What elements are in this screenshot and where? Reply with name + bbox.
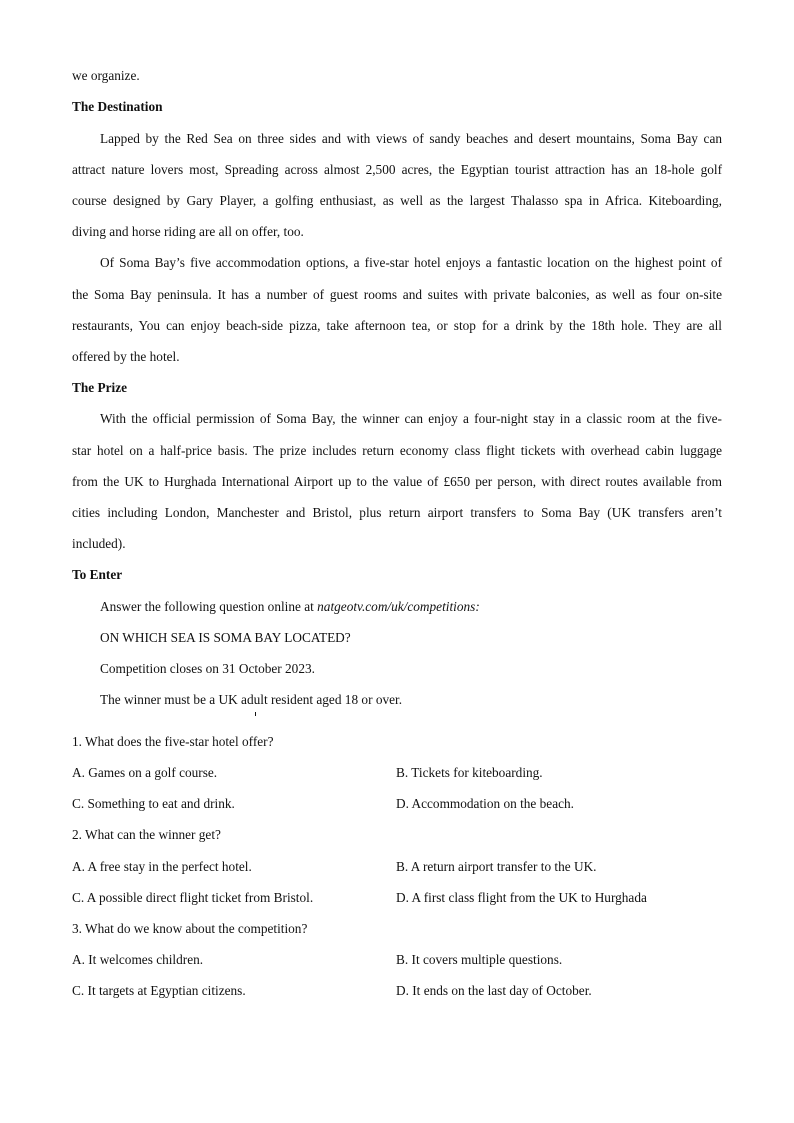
option-a: A. Games on a golf course. (72, 765, 218, 780)
answer-instruction (100, 598, 480, 616)
question-stem: 2. What can the winner get? (72, 827, 221, 842)
option-d: D. A first class flight from the UK to Hurghada (396, 890, 647, 905)
option-d: D. It ends on the last day of October. (396, 983, 592, 998)
prize-line: from the UK to Hurghada International Airport up to the value of £650 per person, with direct routes available from (72, 474, 722, 489)
continuation-text: we organize. (72, 68, 140, 83)
option-a: A. A free stay in the perfect hotel. (72, 859, 252, 874)
destination-p1-line: diving and horse riding are all on offer, too. (72, 224, 304, 239)
destination-p2-line: offered by the hotel. (72, 349, 180, 364)
destination-p2-line: the Soma Bay peninsula. It has a number of guest rooms and suites with private balconies, as well as four on-site (72, 287, 722, 302)
question-stem: 1. What does the five-star hotel offer? (72, 734, 274, 749)
option-a: A. It welcomes children. (72, 952, 204, 967)
prize-line: included). (72, 536, 126, 551)
prize-line: With the official permission of Soma Bay, the winner can enjoy a four-night stay in a classic room at the five- (100, 411, 722, 426)
competition-url: natgeotv.com/uk/competitions: (317, 599, 480, 614)
destination-p1-line: attract nature lovers most, Spreading across almost 2,500 acres, the Egyptian tourist attraction has an 18-hole golf (72, 162, 722, 177)
prize-line: cities including London, Manchester and Bristol, plus return airport transfers to Soma Bay (UK transfers aren’t (72, 505, 722, 520)
stray-mark (255, 712, 256, 716)
destination-p2-line: restaurants, You can enjoy beach-side pizza, take afternoon tea, or stop for a drink by the 18th hole. They are all (72, 318, 722, 333)
prize-heading: The Prize (72, 380, 128, 395)
competition-question: ON WHICH SEA IS SOMA BAY LOCATED? (100, 630, 351, 645)
question-stem: 3. What do we know about the competition? (72, 921, 308, 936)
closing-date: Competition closes on 31 October 2023. (100, 661, 315, 676)
destination-p2-line: Of Soma Bay’s five accommodation options, a five-star hotel enjoys a fantastic location on the highest point of (100, 255, 722, 270)
option-c: C. Something to eat and drink. (72, 796, 235, 811)
eligibility: The winner must be a UK adult resident aged 18 or over. (100, 692, 403, 707)
option-d: D. Accommodation on the beach. (396, 796, 574, 811)
to-enter-heading: To Enter (72, 567, 123, 582)
destination-p1-line: course designed by Gary Player, a golfing enthusiast, as well as the largest Thalasso spa in Africa. Kiteboarding, (72, 193, 722, 208)
answer-prefix: Answer the following question online at (100, 599, 318, 614)
option-b: B. Tickets for kiteboarding. (396, 765, 543, 780)
option-c: C. A possible direct flight ticket from Bristol. (72, 890, 314, 905)
destination-p1-line: Lapped by the Red Sea on three sides and with views of sandy beaches and desert mountains, Soma Bay can (100, 131, 722, 146)
prize-line: star hotel on a half-price basis. The prize includes return economy class flight tickets with overhead cabin luggage (72, 443, 722, 458)
destination-heading: The Destination (72, 99, 163, 114)
option-c: C. It targets at Egyptian citizens. (72, 983, 246, 998)
option-b: B. It covers multiple questions. (396, 952, 563, 967)
option-b: B. A return airport transfer to the UK. (396, 859, 597, 874)
